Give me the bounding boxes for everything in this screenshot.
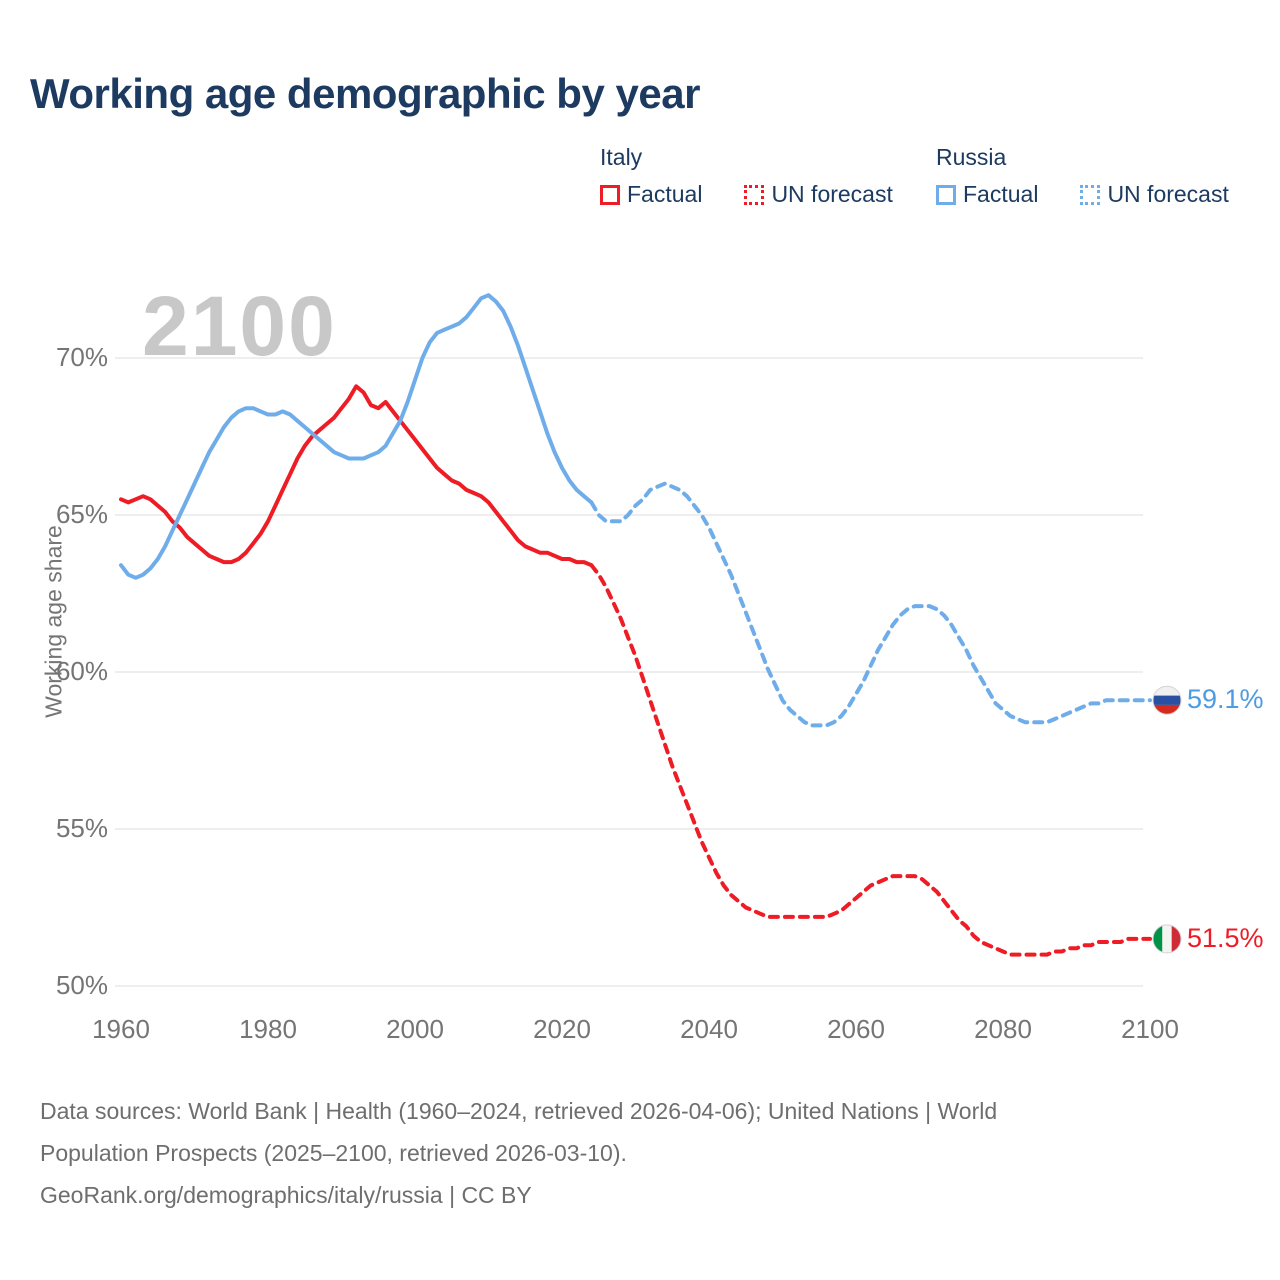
italy-factual-line <box>121 386 591 565</box>
x-tick-label: 2020 <box>533 1014 591 1044</box>
x-tick-label: 1980 <box>239 1014 297 1044</box>
italy-end-value-label: 51.5% <box>1187 922 1264 953</box>
footer-sources-line2: Population Prospects (2025–2100, retrieved 2026-03-10). <box>40 1140 627 1166</box>
russia-end-value-label: 59.1% <box>1187 684 1264 715</box>
footer-sources-line1: Data sources: World Bank | Health (1960–2024, retrieved 2026-04-06); United Nations | World <box>40 1098 998 1124</box>
russia-factual-line <box>121 295 591 578</box>
y-tick-label: 55% <box>55 813 108 843</box>
y-tick-label: 65% <box>55 499 108 529</box>
y-axis-title: Working age share <box>40 525 67 718</box>
legend-item-label: Factual <box>627 181 703 207</box>
legend-item-label: UN forecast <box>771 181 893 207</box>
y-tick-label: 60% <box>55 656 108 686</box>
x-tick-label: 2100 <box>1121 1014 1179 1044</box>
italy-forecast-line <box>591 565 1150 954</box>
page-title: Working age demographic by year <box>30 70 700 117</box>
italy-flag-icon <box>1153 925 1182 953</box>
legend-group-label-italy: Italy <box>600 144 643 170</box>
chart-footer <box>40 1090 997 1216</box>
y-tick-label: 70% <box>55 342 108 372</box>
x-tick-label: 1960 <box>92 1014 150 1044</box>
legend-item-label: UN forecast <box>1107 181 1229 207</box>
x-tick-label: 2000 <box>386 1014 444 1044</box>
russia-flag-icon <box>1153 686 1181 715</box>
year-watermark: 2100 <box>142 279 337 373</box>
x-tick-label: 2080 <box>974 1014 1032 1044</box>
legend-group-label-russia: Russia <box>936 144 1007 170</box>
x-tick-label: 2060 <box>827 1014 885 1044</box>
russia-forecast-line <box>591 484 1150 726</box>
legend-item-label: Factual <box>963 181 1039 207</box>
y-tick-label: 50% <box>55 970 108 1000</box>
x-tick-label: 2040 <box>680 1014 738 1044</box>
footer-attribution-link[interactable]: GeoRank.org/demographics/italy/russia | CC BY <box>40 1182 532 1208</box>
